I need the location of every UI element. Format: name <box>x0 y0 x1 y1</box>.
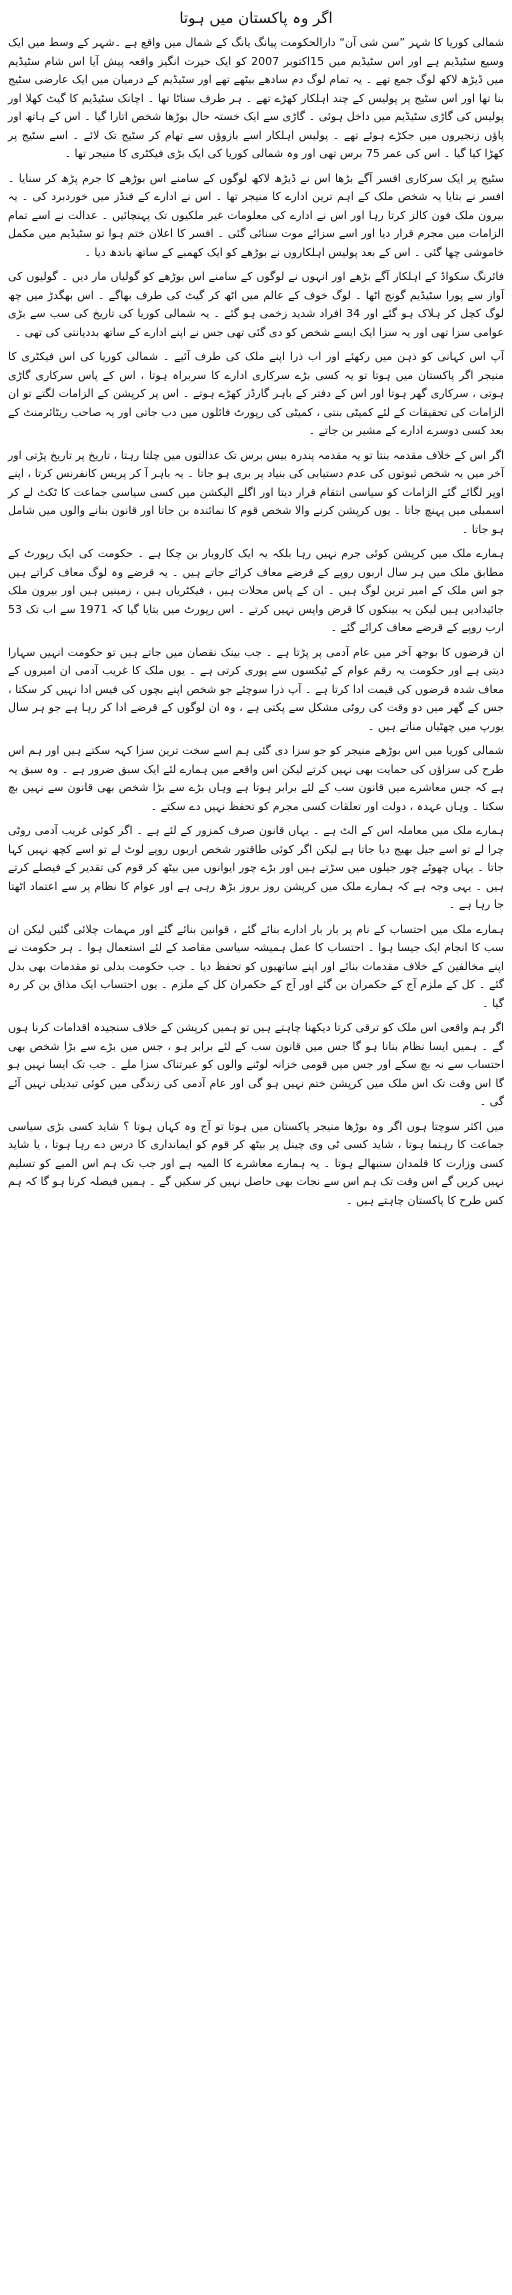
article-paragraph-4: آپ اس کہانی کو ذہن میں رکھئے اور اب ذرا اپنے ملک کی طرف آئیے ۔ شمالی کوریا کی اس فیکٹری کا منیجر اگر پاکستان میں ہوتا تو یہ کسی بڑے سرکاری ادارے کا سربراہ ہوتا ، اس کے پاس سرکاری گاڑی ہوتی ، سرکاری گھر ہوتا اور اس کے دفتر کے باہر گارڈز کھڑے ہوتے ۔ اس پر کرپشن کے الزامات لگتے تو ان الزامات کی تحقیقات کے لئے کمیٹی بنتی ، کمیٹی کی رپورٹ فائلوں میں دب جاتی اور یہ صاحب ریٹائرمنٹ کے بعد کسی دوسرے ادارے کے مشیر بن جاتے ۔ <box>8 350 504 437</box>
article-paragraph-8: شمالی کوریا میں اس بوڑھے منیجر کو جو سزا دی گئی ہم اسے سخت ترین سزا کہہ سکتے ہیں اور ہم اس طرح کی سزاؤں کی حمایت بھی نہیں کرتے لیکن اس واقعے میں ہمارے لئے ایک سبق ضرور ہے ۔ وہ سبق یہ ہے کہ جس معاشرے میں قانون سب کے لئے برابر ہوتا ہے وہاں بڑے سے بڑا شخص بھی قانون سے نہیں بچ سکتا ۔ وہاں عہدہ ، دولت اور تعلقات کسی مجرم کو تحفظ نہیں دے سکتے ۔ <box>8 744 504 813</box>
article-paragraph-10: ہمارے ملک میں احتساب کے نام پر بار بار ادارے بنائے گئے ، قوانین بنائے گئے اور مہمات چلائی گئیں لیکن ان سب کا انجام ایک جیسا ہوا ۔ احتساب کا عمل ہمیشہ سیاسی مقاصد کے لئے استعمال ہوا ۔ ہر حکومت نے اپنے مخالفین کے خلاف مقدمات بنائے اور اپنے ساتھیوں کو تحفظ دیا ۔ جب حکومت بدلی تو مقدمات بھی بدل گئے ۔ کل کے ملزم آج کے حکمران بن گئے اور آج کے حکمران کل کے ملزم ۔ یوں احتساب ایک مذاق بن کر رہ گیا ۔ <box>8 922 504 1010</box>
article-paragraph-12: میں اکثر سوچتا ہوں اگر وہ بوڑھا منیجر پاکستان میں ہوتا تو آج وہ کہاں ہوتا ؟ شاید کسی بڑی سیاسی جماعت کا رہنما ہوتا ، شاید کسی ٹی وی چینل پر بیٹھ کر قوم کو ایمانداری کا درس دے رہا ہوتا ، یا شاید کسی وزارت کا قلمدان سنبھالے ہوتا ۔ یہ ہمارے معاشرے کا المیہ ہے اور جب تک ہم اس المیے کو تسلیم نہیں کریں گے اس وقت تک ہم اس سے نجات بھی حاصل نہیں کر سکیں گے ۔ ہمیں فیصلہ کرنا ہو گا کہ ہم کس طرح کا پاکستان چاہتے ہیں ۔ <box>8 1119 504 1207</box>
article-paragraph-5: اگر اس کے خلاف مقدمہ بنتا تو یہ مقدمہ پندرہ بیس برس تک عدالتوں میں چلتا رہتا ، تاریخ پر تاریخ پڑتی اور آخر میں یہ شخص ثبوتوں کی عدم دستیابی کی بنیاد پر بری ہو جاتا ۔ یہ باہر آ کر پریس کانفرنس کرتا ، اپنے اوپر لگائے گئے الزامات کو سیاسی انتقام قرار دیتا اور اگلے الیکشن میں کسی سیاسی جماعت کا ٹکٹ لے کر اسمبلی میں پہنچ جاتا ۔ یوں کرپشن کرنے والا شخص قوم کا نمائندہ بن جاتا اور قانون بنانے والوں میں شامل ہو جاتا ۔ <box>8 448 504 536</box>
article-paragraph-7: ان قرضوں کا بوجھ آخر میں عام آدمی پر پڑتا ہے ۔ جب بینک نقصان میں جاتے ہیں تو حکومت انہیں سہارا دیتی ہے اور حکومت یہ رقم عوام کے ٹیکسوں سے پوری کرتی ہے ۔ یوں ملک کا غریب آدمی ان امیروں کے معاف شدہ قرضوں کی قیمت ادا کرتا ہے ۔ آپ ذرا سوچئے جو شخص اپنے بچوں کی فیس ادا نہیں کر سکتا ، جس کے گھر میں دو وقت کی روٹی مشکل سے پکتی ہے ، وہ ان لوگوں کے قرضے ادا کر رہا ہے جو ہر سال یورپ میں چھٹیاں مناتے ہیں ۔ <box>8 645 504 733</box>
article-paragraph-11: اگر ہم واقعی اس ملک کو ترقی کرتا دیکھنا چاہتے ہیں تو ہمیں کرپشن کے خلاف سنجیدہ اقدامات کرنا ہوں گے ۔ ہمیں ایسا نظام بنانا ہو گا جس میں قانون سب کے لئے برابر ہو ، جس میں بڑے سے بڑا شخص بھی احتساب سے نہ بچ سکے اور جس میں قومی خزانہ لوٹنے والوں کو عبرتناک سزا ملے ۔ جب تک ایسا نہیں ہو گا اس وقت تک اس ملک میں کرپشن ختم نہیں ہو گی اور عام آدمی کی زندگی میں کوئی تبدیلی نہیں آئے گی ۔ <box>8 1021 504 1108</box>
article-paragraph-2: سٹیج پر ایک سرکاری افسر آگے بڑھا اس نے ڈیڑھ لاکھ لوگوں کے سامنے اس بوڑھے کا جرم پڑھ کر سنایا ۔ افسر نے بتایا یہ شخص ملک کے اہم ترین ادارے کا منیجر تھا ۔ اس نے ادارے کے فنڈز میں خوردبرد کی ۔ یہ بیرون ملک فون کالز کرتا رہا اور اس نے ادارے کی معلومات غیر ملکیوں تک پہنچائیں ۔ عدالت نے اسے تمام الزامات میں مجرم قرار دیا اور اسے سزائے موت سنائی گئی ۔ افسر کا اعلان ختم ہوا تو سٹیڈیم میں مکمل خاموشی چھا گئی ۔ اس کے بعد پولیس اہلکاروں نے بوڑھے کو ایک کھمبے کے ساتھ باندھ دیا ۔ <box>8 171 504 259</box>
article-paragraph-9: ہمارے ملک میں معاملہ اس کے الٹ ہے ۔ یہاں قانون صرف کمزور کے لئے ہے ۔ اگر کوئی غریب آدمی روٹی چرا لے تو اسے جیل بھیج دیا جاتا ہے لیکن اگر کوئی طاقتور شخص اربوں روپے لوٹ لے تو اسے کچھ نہیں کہا جاتا ۔ یہاں چھوٹے چور جیلوں میں سڑتے ہیں اور بڑے چور ایوانوں میں بیٹھ کر قوم کی تقدیر کے فیصلے کرتے ہیں ۔ یہی وجہ ہے کہ ہمارے ملک میں کرپشن روز بروز بڑھ رہی ہے اور عوام کا نظام پر سے اعتماد اٹھتا جا رہا ہے ۔ <box>8 824 504 911</box>
article-paragraph-3: فائرنگ سکواڈ کے اہلکار آگے بڑھے اور انہوں نے لوگوں کے سامنے اس بوڑھے کو گولیاں مار دیں ۔ گولیوں کی آواز سے پورا سٹیڈیم گونج اٹھا ۔ لوگ خوف کے عالم میں اٹھ کر گیٹ کی طرف بھاگے ۔ اس بھگدڑ میں چھ لوگ کچل کر ہلاک ہو گئے اور 34 افراد شدید زخمی ہو گئے ۔ یہ شمالی کوریا کی تاریخ کی سب سے بڑی عوامی سزا تھی اور یہ سزا ایک ایسے شخص کو دی گئی تھی جس نے اپنے ادارے کے ساتھ بددیانتی کی تھی ۔ <box>8 270 505 339</box>
article-paragraph-6: ہمارے ملک میں کرپشن کوئی جرم نہیں رہا بلکہ یہ ایک کاروبار بن چکا ہے ۔ حکومت کی ایک رپورٹ کے مطابق ملک میں ہر سال اربوں روپے کے قرضے معاف کرائے جاتے ہیں ۔ یہ قرضے وہ لوگ معاف کراتے ہیں جو اس ملک کے امیر ترین لوگ ہیں ۔ ان کے پاس محلات ہیں ، فیکٹریاں ہیں ، زمینیں ہیں اور بیرون ملک جائیدادیں ہیں لیکن یہ بینکوں کا قرض واپس نہیں کرتے ۔ اس رپورٹ میں بتایا گیا کہ 1971 سے اب تک 53 ارب روپے کے قرضے معاف کرائے گئے ۔ <box>8 547 505 634</box>
article-paragraph-1: شمالی کوریا کا شہر ”سن شی آن“ دارالحکومت پیانگ یانگ کے شمال میں واقع ہے ۔شہر کے وسط میں ایک وسیع سٹیڈیم ہے اور اس سٹیڈیم میں 15اکتوبر 2007 کو ایک حیرت انگیز واقعہ پیش آیا اس شام سٹیڈیم میں ڈیڑھ لاکھ لوگ جمع تھے ۔ یہ تمام لوگ دم سادھے بیٹھے تھے اور سٹیڈیم کے درمیان میں ایک عارضی سٹیج بنا تھا اور اس سٹیج پر پولیس کے چند اہلکار کھڑے تھے ۔ ہر طرف سناٹا تھا ۔ اچانک سٹیڈیم کا گیٹ کھلا اور پولیس کی گاڑی سٹیڈیم میں داخل ہوئی ۔ گاڑی سے ایک خستہ حال بوڑھا شخص اتارا گیا ۔ اس کے ہاتھ اور پاؤں زنجیروں میں جکڑے ہوئے تھے ۔ پولیس اہلکار اسے بازوؤں سے تھام کر سٹیج تک لائے ۔ اسے سٹیج پر کھڑا کیا گیا ۔ اس کی عمر 75 برس تھی اور وہ شمالی کوریا کی ایک بڑی فیکٹری کا منیجر تھا ۔ <box>8 36 504 160</box>
article-body <box>8 34 504 1210</box>
article-title: اگر وہ پاکستان میں ہوتا <box>179 9 333 27</box>
